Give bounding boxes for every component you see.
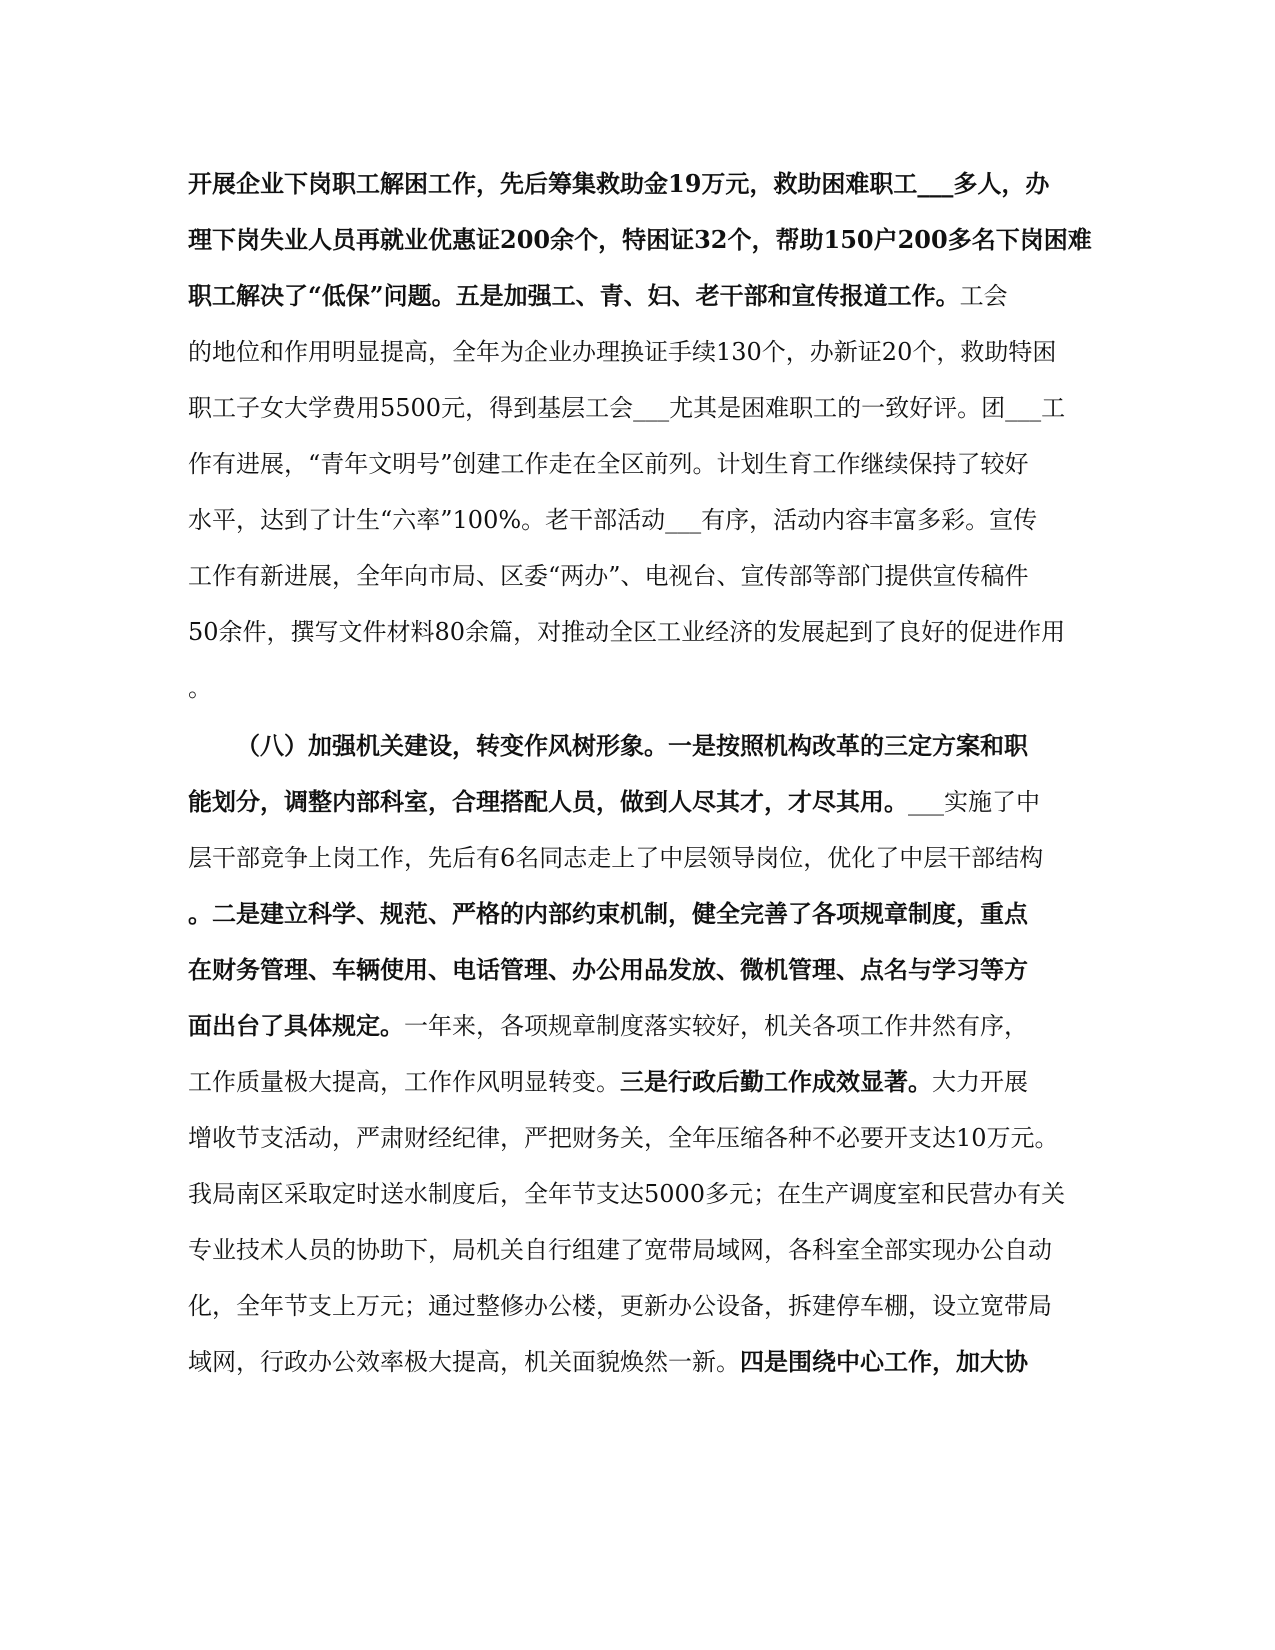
text-run: 50余件，撰写文件材料80余篇，对推动全区工业经济的发展起到了良好的促进作用 — [188, 618, 1066, 646]
text-run: 大力开展 — [932, 1068, 1028, 1096]
text-line — [188, 672, 1088, 704]
text-run: 增收节支活动，严肃财经纪律，严把财务关，全年压缩各种不必要开支达10万元。 — [188, 1124, 1059, 1152]
text-line — [188, 954, 1088, 986]
text-run: 的地位和作用明显提高，全年为企业办理换证手续130个，办新证20个，救助特困 — [188, 338, 1057, 366]
text-line — [188, 616, 1088, 648]
text-run: 水平，达到了计生“六率”100%。老干部活动___有序，活动内容丰富多彩。宣传 — [188, 506, 1038, 534]
bold-text-run: 面出台了具体规定。 — [188, 1011, 404, 1040]
text-line — [188, 1122, 1088, 1154]
text-line — [188, 224, 1092, 256]
text-line — [188, 504, 1088, 536]
text-run: 工会 — [959, 282, 1008, 310]
text-line — [188, 1066, 1088, 1098]
bold-text-run: 开展企业下岗职工解困工作，先后筹集救助金19万元，救助困难职工___多人，办 — [188, 169, 1050, 198]
text-run: ___实施了中 — [908, 788, 1040, 816]
text-run: 工作质量极大提高，工作作风明显转变。 — [188, 1068, 620, 1096]
bold-text-run: （八）加强机关建设，转变作风树形象。一是按照机构改革的三定方案和职 — [236, 731, 1028, 760]
text-run: 作有进展，“青年文明号”创建工作走在全区前列。计划生育工作继续保持了较好 — [188, 450, 1029, 478]
text-line — [188, 392, 1088, 424]
text-line — [188, 336, 1088, 368]
text-run: 职工子女大学费用5500元，得到基层工会___尤其是困难职工的一致好评。团___工 — [188, 394, 1066, 422]
text-line — [188, 1178, 1088, 1210]
bold-text-run: 在财务管理、车辆使用、电话管理、办公用品发放、微机管理、点名与学习等方 — [188, 955, 1028, 984]
text-run: 我局南区采取定时送水制度后，全年节支达5000多元；在生产调度室和民营办有关 — [188, 1180, 1066, 1208]
text-line — [188, 898, 1088, 930]
text-run: 。 — [188, 674, 212, 702]
bold-text-run: 四是围绕中心工作，加大协 — [740, 1347, 1028, 1376]
text-run: 化，全年节支上万元；通过整修办公楼，更新办公设备，拆建停车棚，设立宽带局 — [188, 1292, 1052, 1320]
text-line — [188, 1234, 1088, 1266]
text-line — [236, 730, 1136, 762]
bold-text-run: 。二是建立科学、规范、严格的内部约束机制，健全完善了各项规章制度，重点 — [188, 899, 1028, 928]
text-line — [188, 1010, 1088, 1042]
text-line — [188, 560, 1088, 592]
text-line — [188, 842, 1088, 874]
text-line — [188, 280, 1088, 312]
text-run: 工作有新进展，全年向市局、区委“两办”、电视台、宣传部等部门提供宣传稿件 — [188, 562, 1029, 590]
text-line — [188, 1290, 1088, 1322]
bold-text-run: 职工解决了“低保”问题。五是加强工、青、妇、老干部和宣传报道工作。 — [188, 281, 960, 310]
bold-text-run: 三是行政后勤工作成效显著。 — [620, 1067, 932, 1096]
bold-text-run: 理下岗失业人员再就业优惠证200余个，特困证32个，帮助150户200多名下岗困难 — [188, 225, 1092, 254]
text-line — [188, 786, 1088, 818]
text-run: 专业技术人员的协助下，局机关自行组建了宽带局域网，各科室全部实现办公自动 — [188, 1236, 1052, 1264]
text-run: 层干部竞争上岗工作，先后有6名同志走上了中层领导岗位，优化了中层干部结构 — [188, 844, 1044, 872]
text-line — [188, 168, 1088, 200]
text-run: 一年来，各项规章制度落实较好，机关各项工作井然有序， — [404, 1012, 1028, 1040]
bold-text-run: 能划分，调整内部科室，合理搭配人员，做到人尽其才，才尽其用。 — [188, 787, 908, 816]
text-line — [188, 448, 1088, 480]
text-run: 域网，行政办公效率极大提高，机关面貌焕然一新。 — [188, 1348, 740, 1376]
text-line — [188, 1346, 1088, 1378]
